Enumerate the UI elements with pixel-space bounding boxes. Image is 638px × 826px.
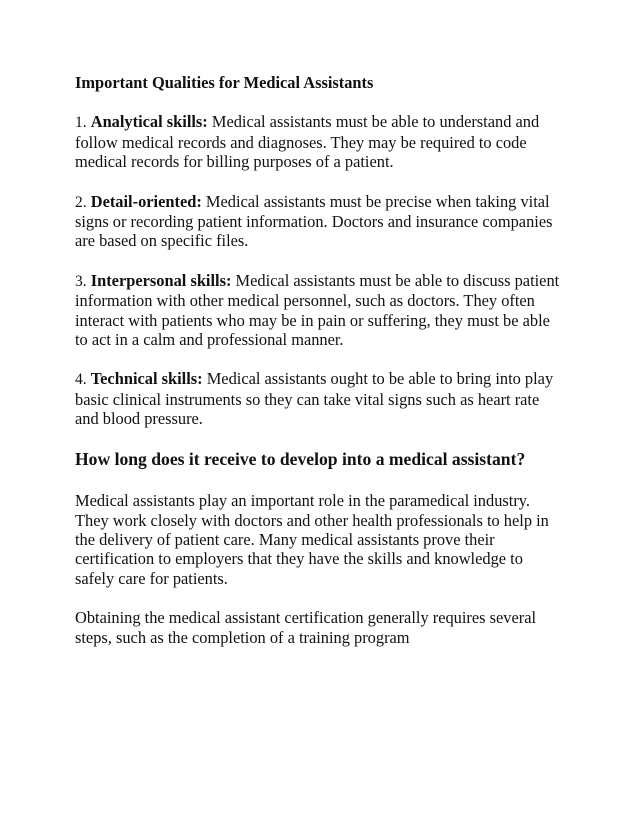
document-body	[75, 73, 563, 667]
quality-text: Medical assistants must be able to discuss patient information with other medical personnel, such as doctors. They often interact with patients who may be in pain or suffering, they must be able to act in a calm and professional manner.	[75, 270, 560, 350]
quality-number: 2.	[75, 193, 87, 211]
section-heading: How long does it receive to develop into a medical assistant?	[75, 448, 526, 469]
quality-lead: Interpersonal skills:	[90, 270, 232, 290]
quality-lead: Technical skills:	[90, 369, 203, 389]
quality-item-technical	[75, 369, 563, 428]
quality-lead: Analytical skills:	[90, 112, 208, 132]
quality-item-interpersonal	[75, 271, 563, 350]
quality-item-analytical	[75, 112, 563, 171]
quality-lead: Detail-oriented:	[90, 191, 202, 211]
body-paragraph: Medical assistants play an important role in the paramedical industry. They work closely with doctors and other health professionals to help in the delivery of patient care. Many medical assistants prove their certification to employers that they have the skills and knowledge to safely care for patients.	[75, 491, 549, 588]
document-title: Important Qualities for Medical Assistants	[75, 73, 374, 92]
quality-item-detail-oriented	[75, 192, 563, 251]
quality-text: Medical assistants must be precise when taking vital signs or recording patient information. Doctors and insurance companies are based on specific files.	[75, 191, 553, 251]
quality-text: Medical assistants ought to be able to bring into play basic clinical instruments so they can take vital signs such as heart rate and blood pressure.	[75, 369, 554, 429]
quality-number: 1.	[75, 114, 87, 132]
quality-number: 3.	[75, 272, 87, 290]
body-paragraph: Obtaining the medical assistant certification generally requires several steps, such as the completion of a training program	[75, 608, 537, 647]
quality-text: Medical assistants must be able to understand and follow medical records and diagnoses. They may be required to code medical records for billing purposes of a patient.	[75, 112, 540, 172]
quality-number: 4.	[75, 371, 87, 389]
